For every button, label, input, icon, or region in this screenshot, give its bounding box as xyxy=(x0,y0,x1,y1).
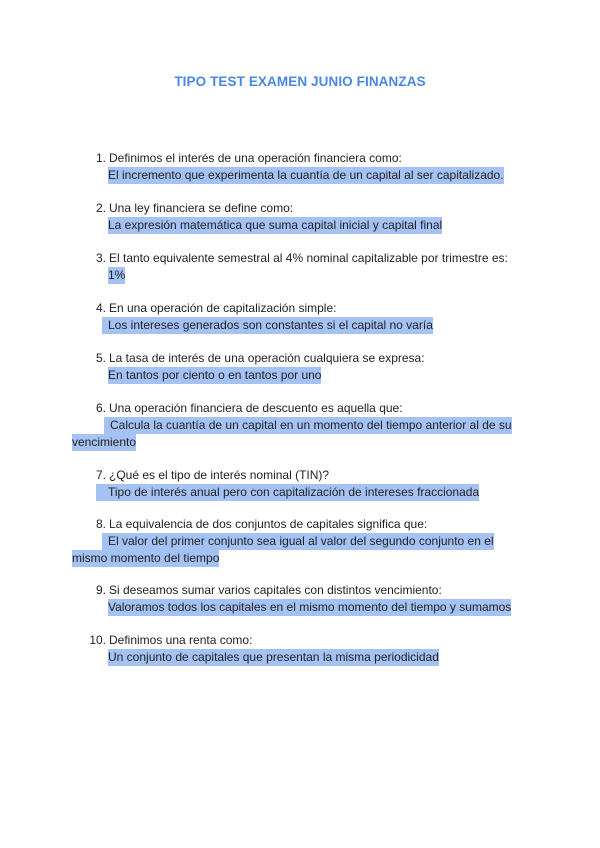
question-text: La tasa de interés de una operación cualquiera se expresa: xyxy=(109,351,425,365)
question-number: 5. xyxy=(95,351,106,365)
answer-highlight: Un conjunto de capitales que presentan la misma periodicidad xyxy=(108,650,439,664)
answer-highlight: La expresión matemática que suma capital inicial y capital final xyxy=(108,218,443,232)
question-number: 10. xyxy=(89,633,106,647)
question-text: El tanto equivalente semestral al 4% nominal capitalizable por trimestre es: xyxy=(109,251,508,265)
answer-highlight: En tantos por ciento o en tantos por uno xyxy=(108,368,322,382)
answer-highlight: Tipo de interés anual pero con capitalización de intereses fraccionada xyxy=(96,484,479,501)
answer-highlight: Valoramos todos los capitales en el mismo momento del tiempo y sumamos xyxy=(108,600,512,614)
question-text: La equivalencia de dos conjuntos de capitales significa que: xyxy=(109,517,428,531)
question-text: Una ley financiera se define como: xyxy=(109,201,294,215)
question-text: ¿Qué es el tipo de interés nominal (TIN)? xyxy=(109,468,330,482)
question-number: 7. xyxy=(95,468,106,482)
answer-highlight-line2: mismo momento del tiempo xyxy=(72,551,220,565)
question-number: 4. xyxy=(95,301,106,315)
answer-highlight: El incremento que experimenta la cuantía de un capital al ser capitalizado. xyxy=(108,168,504,182)
question-number: 1. xyxy=(95,151,106,165)
question-text: Una operación financiera de descuento es aquella que: xyxy=(109,401,403,415)
document-title: TIPO TEST EXAMEN JUNIO FINANZAS xyxy=(174,74,426,89)
answer-highlight-line2: vencimiento xyxy=(72,435,137,449)
question-number: 6. xyxy=(95,401,106,415)
question-number: 8. xyxy=(95,517,106,531)
question-text: Definimos una renta como: xyxy=(109,633,253,647)
answer-highlight: 1% xyxy=(108,268,126,282)
question-number: 2. xyxy=(95,201,106,215)
answer-highlight-line1: Calcula la cuantía de un capital en un momento del tiempo anterior al de su xyxy=(104,417,512,434)
question-text: En una operación de capitalización simple: xyxy=(109,301,337,315)
question-number: 3. xyxy=(95,251,106,265)
answer-highlight: Los intereses generados son constantes si el capital no varía xyxy=(102,317,433,334)
answer-highlight-line1: El valor del primer conjunto sea igual al valor del segundo conjunto en el xyxy=(102,533,494,550)
question-text: Definimos el interés de una operación financiera como: xyxy=(109,151,402,165)
question-number: 9. xyxy=(95,583,106,597)
question-text: Si deseamos sumar varios capitales con distintos vencimiento: xyxy=(109,583,442,597)
